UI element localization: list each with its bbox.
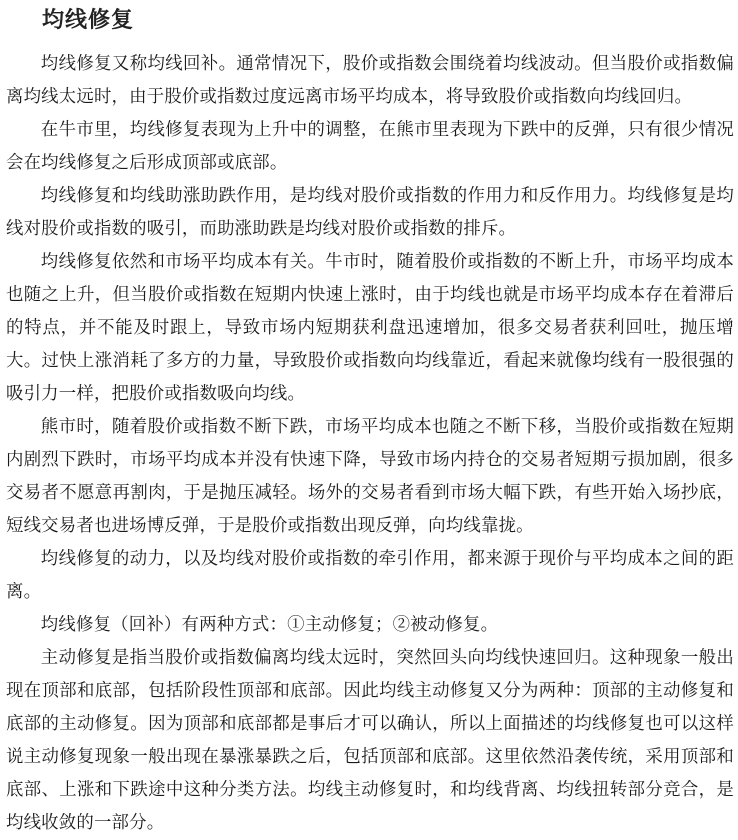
- paragraph-definition: 均线修复又称均线回补。通常情况下，股价或指数会围绕着均线波动。但当股价或指数偏离均线太远时，由于股价或指数过度远离市场平均成本，将导致股价或指数向均线回归。: [6, 54, 734, 107]
- paragraph-bull-market: 均线修复依然和市场平均成本有关。牛市时，随着股价或指数的不断上升，市场平均成本也随之上升，但当股价或指数在短期内快速上涨时，由于均线也就是市场平均成本存在着滞后的特点，并不能及时跟上，导致市场内短期获利盘迅速增加，很多交易者获利回吐，抛压增大。过快上涨消耗了多方的力量，导致股价或指数向均线靠近，看起来就像均线有一股很强的吸引力一样，把股价或指数吸向均线。: [6, 252, 734, 404]
- paragraph-driving-force: 均线修复的动力，以及均线对股价或指数的牵引作用，都来源于现价与平均成本之间的距离。: [6, 549, 734, 602]
- paragraph-two-methods: 均线修复（回补）有两种方式：①主动修复；②被动修复。: [40, 615, 499, 635]
- paragraph-active-repair: 主动修复是指当股价或指数偏离均线太远时，突然回头向均线快速回归。这种现象一般出现在顶部和底部，包括阶段性顶部和底部。因此均线主动修复又分为两种：顶部的主动修复和底部的主动修复。因为顶部和底部都是事后才可以确认，所以上面描述的均线修复也可以这样说主动修复现象一般出现在暴涨暴跌之后，包括顶部和底部。这里依然沿袭传统，采用顶部和底部、上涨和下跌途中这种分类方法。均线主动修复时，和均线背离、均线扭转部分竞合，是均线收敛的一部分。: [6, 648, 734, 833]
- paragraph-bear-market: 熊市时，随着股价或指数不断下跌，市场平均成本也随之不断下移，当股价或指数在短期内剧烈下跌时，市场平均成本并没有快速下降，导致市场内持仓的交易者短期亏损加剧，很多交易者不愿意再割肉，于是抛压减轻。场外的交易者看到市场大幅下跌，有些开始入场抄底，短线交易者也进场博反弹，于是股价或指数出现反弹，向均线靠拢。: [6, 417, 734, 536]
- section-title: 均线修复: [42, 8, 135, 33]
- paragraph-force-relation: 均线修复和均线助涨助跌作用，是均线对股价或指数的作用力和反作用力。均线修复是均线对股价或指数的吸引，而助涨助跌是均线对股价或指数的排斥。: [6, 186, 734, 239]
- paragraph-bull-bear: 在牛市里，均线修复表现为上升中的调整，在熊市里表现为下跌中的反弹，只有很少情况会在均线修复之后形成顶部或底部。: [6, 120, 734, 173]
